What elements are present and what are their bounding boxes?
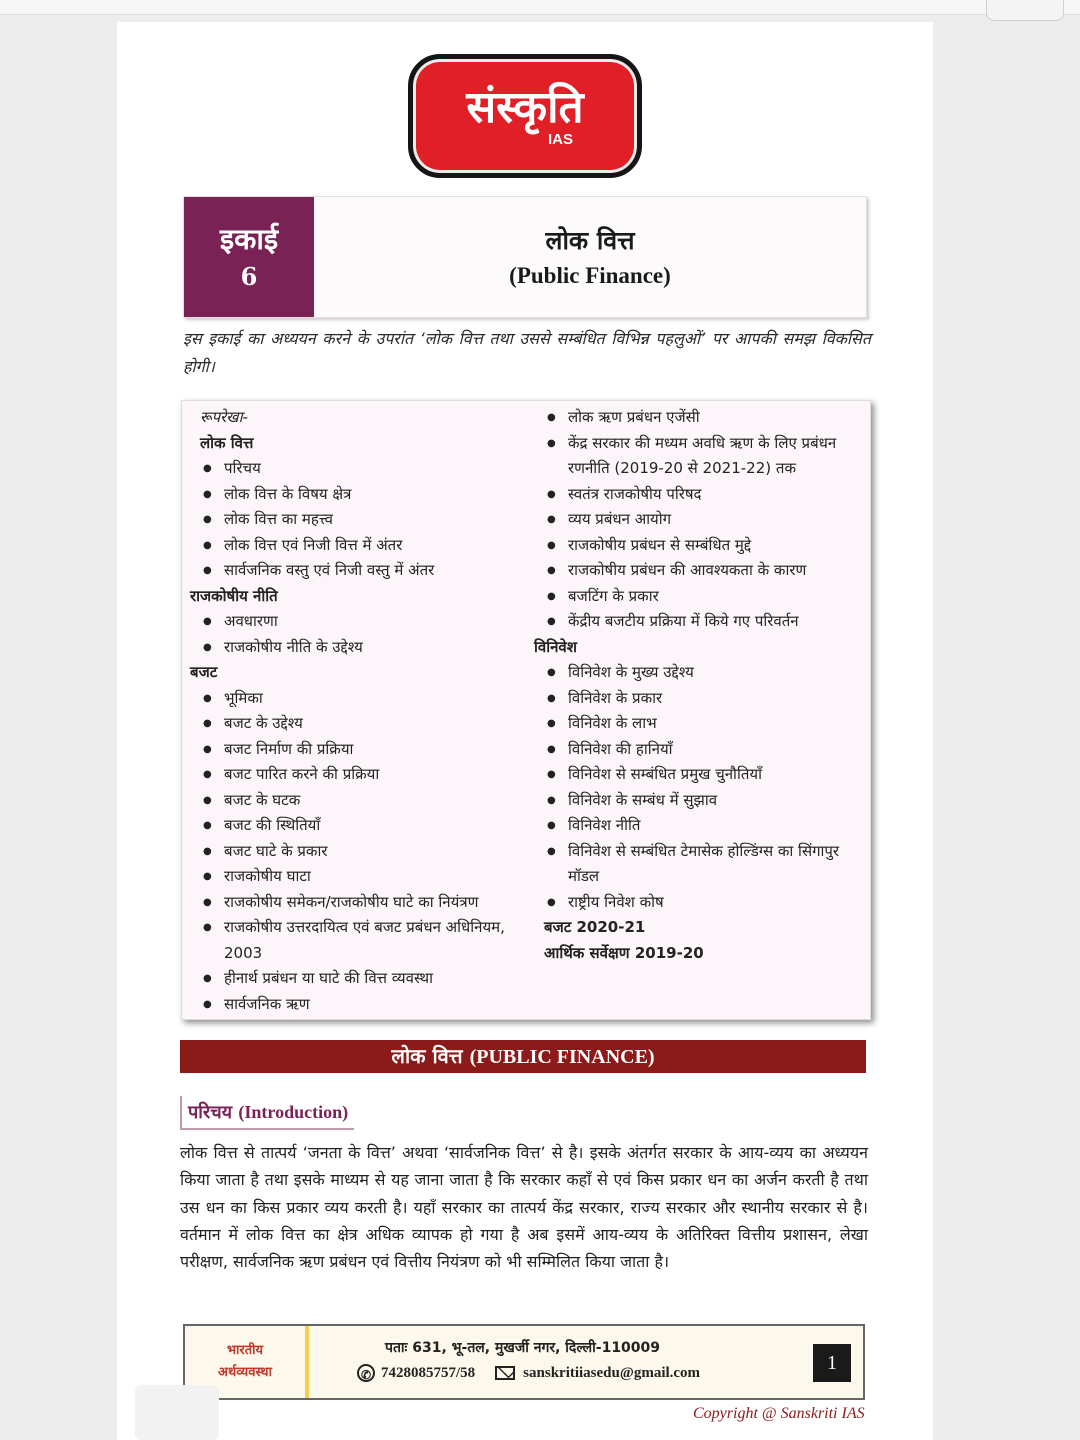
outline-item: ● लोक ऋण प्रबंधन एजेंसी [534, 405, 866, 431]
document-page [117, 22, 933, 1440]
page-number: 1 [813, 1344, 851, 1382]
outline-item: ● बजट के उद्देश्य [190, 711, 526, 737]
section-heading [180, 1096, 354, 1130]
viewer-top-bar [0, 0, 1080, 15]
outline-right-column [534, 405, 866, 966]
footer-email[interactable]: sanskritiiasedu@gmail.com [523, 1364, 701, 1381]
outline-item: ● विनिवेश के मुख्य उद्देश्य [534, 660, 866, 686]
outline-item: ● लोक वित्त के विषय क्षेत्र [190, 482, 526, 508]
outline-box [181, 400, 871, 1020]
section-hindi: परिचय [188, 1102, 233, 1123]
chapter-band [180, 1040, 866, 1073]
logo-sub: IAS [547, 131, 573, 148]
outline-item: ● स्वतंत्र राजकोषीय परिषद [534, 482, 866, 508]
outline-item: ● राजकोषीय उत्तरदायित्व एवं बजट प्रबंधन अधिनियम, 2003 [190, 915, 526, 966]
viewer-menu-tab[interactable] [986, 0, 1064, 21]
section-english: (Introduction) [238, 1102, 349, 1122]
unit-subtitle: (Public Finance) [509, 263, 671, 288]
outline-item: ● बजट के घटक [190, 788, 526, 814]
outline-item: ● लोक वित्त एवं निजी वित्त में अंतर [190, 533, 526, 559]
mail-icon [495, 1366, 515, 1380]
outline-item: ● राजकोषीय प्रबंधन की आवश्यकता के कारण [534, 558, 866, 584]
outline-item: ● केंद्र सरकार की मध्यम अवधि ऋण के लिए प्रबंधन रणनीति (2019-20 से 2021-22) तक [534, 431, 866, 482]
outline-item: ● राजकोषीय नीति के उद्देश्य [190, 635, 526, 661]
intro-paragraph: लोक वित्त से तात्पर्य ‘जनता के वित्त’ अथवा ‘सार्वजनिक वित्त’ से है। इसके अंतर्गत सरकार के आय-व्यय का अध्ययन किया जाता है तथा इसके माध्यम से यह जाना जाता है कि सरकार कहाँ से एवं किस प्रकार धन का अर्जन करती है तथा उस धन का किस प्रकार व्यय करती है। यहाँ सरकार का तात्पर्य केंद्र सरकार, राज्य सरकार और स्थानीय सरकार से है। वर्तमान में लोक वित्त का क्षेत्र अधिक व्यापक हो गया है अब इसमें आय-व्यय के अतिरिक्त वित्तीय प्रशासन, लेखा परीक्षण, सार्वजनिक ऋण प्रबंधन एवं वित्तीय नियंत्रण को भी सम्मिलित किया जाता है। [180, 1143, 868, 1272]
outline-left-column [190, 405, 526, 1017]
footer-contact [357, 1364, 700, 1382]
footer-subject-line1: भारतीय [226, 1343, 264, 1358]
outline-item: ● सार्वजनिक ऋण [190, 992, 526, 1018]
outline-heading: बजट 2020-21 [544, 918, 646, 936]
sanskriti-ias-logo [408, 54, 642, 178]
unit-label: इकाई [219, 222, 279, 256]
outline-heading: बजट [190, 663, 218, 681]
outline-item: ● विनिवेश नीति [534, 813, 866, 839]
outline-item: ● भूमिका [190, 686, 526, 712]
footer-address: पताः 631, भू-तल, मुखर्जी नगर, दिल्ली-110009 [385, 1340, 661, 1356]
unit-badge [184, 197, 314, 317]
outline-item: ● विनिवेश से सम्बंधित प्रमुख चुनौतियाँ [534, 762, 866, 788]
outline-item: ● सार्वजनिक वस्तु एवं निजी वस्तु में अंतर [190, 558, 526, 584]
outline-item: ● केंद्रीय बजटीय प्रक्रिया में किये गए परिवर्तन [534, 609, 866, 635]
phone-icon: ✆ [357, 1364, 375, 1382]
band-hindi: लोक वित्त [391, 1044, 463, 1068]
outline-item: ● विनिवेश के सम्बंध में सुझाव [534, 788, 866, 814]
unit-title: लोक वित्त [545, 226, 635, 255]
outline-item: ● विनिवेश के लाभ [534, 711, 866, 737]
unit-number: 6 [240, 262, 258, 291]
outline-item: ● बजट पारित करने की प्रक्रिया [190, 762, 526, 788]
outline-item: ● परिचय [190, 456, 526, 482]
unit-header [183, 196, 867, 318]
outline-heading: लोक वित्त [200, 433, 254, 452]
scroll-indicator[interactable] [135, 1385, 219, 1440]
outline-item: ● अवधारणा [190, 609, 526, 635]
band-english: (PUBLIC FINANCE) [469, 1046, 655, 1068]
outline-item: ● व्यय प्रबंधन आयोग [534, 507, 866, 533]
outline-item: ● विनिवेश के प्रकार [534, 686, 866, 712]
outline-heading: विनिवेश [534, 637, 577, 656]
outline-item: ● बजट घाटे के प्रकार [190, 839, 526, 865]
outline-heading: राजकोषीय नीति [190, 586, 278, 605]
outline-item: ● राष्ट्रीय निवेश कोष [534, 890, 866, 916]
outline-item: ● हीनार्थ प्रबंधन या घाटे की वित्त व्यवस्था [190, 966, 526, 992]
page-footer [183, 1324, 865, 1400]
outline-heading: आर्थिक सर्वेक्षण 2019-20 [544, 943, 704, 962]
copyright-text: Copyright @ Sanskriti IAS [693, 1405, 865, 1422]
outline-item: ● विनिवेश की हानियाँ [534, 737, 866, 763]
outline-label: रूपरेखा- [200, 408, 248, 426]
outline-item: ● बजटिंग के प्रकार [534, 584, 866, 610]
unit-intro: इस इकाई का अध्ययन करने के उपरांत ‘लोक वित्त तथा उससे सम्बंधित विभिन्न पहलुओं’ पर आपकी समझ विकसित होगी। [183, 329, 871, 376]
outline-item: ● लोक वित्त का महत्त्व [190, 507, 526, 533]
footer-phone: 7428085757/58 [381, 1364, 476, 1381]
outline-item: ● राजकोषीय घाटा [190, 864, 526, 890]
outline-item: ● बजट की स्थितियाँ [190, 813, 526, 839]
outline-item: ● विनिवेश से सम्बंधित टेमासेक होल्डिंग्स का सिंगापुर मॉडल [534, 839, 866, 890]
footer-subject-line2: अर्थव्यवस्था [218, 1365, 272, 1380]
outline-item: ● बजट निर्माण की प्रक्रिया [190, 737, 526, 763]
logo-text: संस्कृति [466, 82, 584, 133]
outline-item: ● राजकोषीय समेकन/राजकोषीय घाटे का नियंत्रण [190, 890, 526, 916]
outline-item: ● राजकोषीय प्रबंधन से सम्बंधित मुद्दे [534, 533, 866, 559]
